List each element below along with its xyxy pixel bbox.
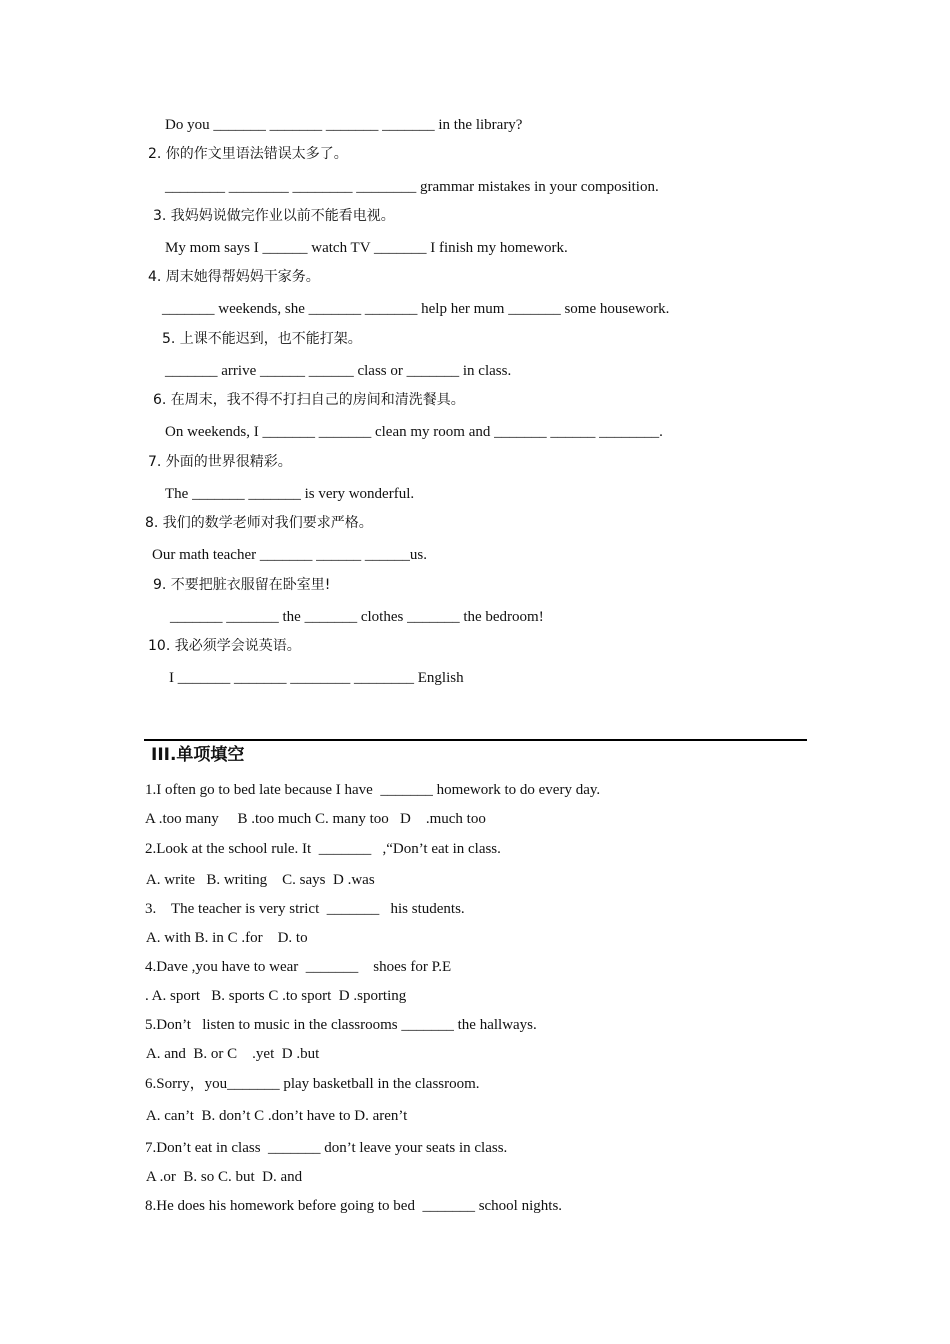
translation-line-2-prompt: 2. 你的作文里语法错误太多了。 xyxy=(148,146,348,162)
translation-line-9-answer: _______ _______ the _______ clothes _______ the bedroom! xyxy=(170,609,544,625)
translation-line-10-answer: I _______ _______ ________ ________ English xyxy=(169,670,464,686)
choice-question-4: 4.Dave ,you have to wear _______ shoes for P.E xyxy=(145,959,452,975)
translation-line-6-answer: On weekends, I _______ _______ clean my room and _______ ______ ________. xyxy=(165,424,663,440)
choice-question-6: 6.Sorry，you_______ play basketball in the classroom. xyxy=(145,1076,480,1092)
translation-line-9-prompt: 9. 不要把脏衣服留在卧室里! xyxy=(153,577,331,593)
translation-line-3-prompt: 3. 我妈妈说做完作业以前不能看电视。 xyxy=(153,208,395,224)
translation-line-4-answer: _______ weekends, she _______ _______ help her mum _______ some housework. xyxy=(162,301,670,317)
translation-line-5-prompt: 5. 上课不能迟到，也不能打架。 xyxy=(162,331,362,347)
translation-line-5-answer: _______ arrive ______ ______ class or _______ in class. xyxy=(165,363,512,379)
translation-line-7-prompt: 7. 外面的世界很精彩。 xyxy=(148,454,292,470)
section-heading-choice: III.单项填空 xyxy=(151,745,245,765)
section-divider xyxy=(144,739,807,741)
translation-line-3-answer: My mom says I ______ watch TV _______ I finish my homework. xyxy=(165,240,568,256)
translation-line-1-answer: Do you _______ _______ _______ _______ in the library? xyxy=(165,117,523,133)
choice-question-5: 5.Don’t listen to music in the classrooms _______ the hallways. xyxy=(145,1017,537,1033)
choice-options-2: A. write B. writing C. says D .was xyxy=(143,872,375,888)
translation-line-10-prompt: 10. 我必须学会说英语。 xyxy=(148,638,301,654)
choice-question-2: 2.Look at the school rule. It _______ ,“Don’t eat in class. xyxy=(145,841,501,857)
choice-options-4: . A. sport B. sports C .to sport D .sporting xyxy=(145,988,407,1004)
choice-question-8: 8.He does his homework before going to bed _______ school nights. xyxy=(145,1198,563,1214)
translation-line-2-answer: ________ ________ ________ ________ grammar mistakes in your composition. xyxy=(165,179,659,195)
choice-question-3: 3. The teacher is very strict _______ his students. xyxy=(145,901,465,917)
choice-options-3: A. with B. in C .for D. to xyxy=(143,930,308,946)
choice-question-7: 7.Don’t eat in class _______ don’t leave your seats in class. xyxy=(145,1140,508,1156)
translation-line-7-answer: The _______ _______ is very wonderful. xyxy=(165,486,415,502)
choice-options-6: A. can’t B. don’t C .don’t have to D. aren’t xyxy=(143,1108,408,1124)
choice-options-5: A. and B. or C .yet D .but xyxy=(143,1046,320,1062)
choice-options-7: A .or B. so C. but D. and xyxy=(143,1169,303,1185)
translation-line-8-prompt: 8. 我们的数学老师对我们要求严格。 xyxy=(145,515,373,531)
choice-options-1: A .too many B .too much C. many too D .much too xyxy=(145,811,486,827)
translation-line-4-prompt: 4. 周末她得帮妈妈干家务。 xyxy=(148,269,320,285)
translation-line-8-answer: Our math teacher _______ ______ ______us. xyxy=(152,547,427,563)
choice-question-1: 1.I often go to bed late because I have _______ homework to do every day. xyxy=(145,782,601,798)
translation-line-6-prompt: 6. 在周末，我不得不打扫自己的房间和清洗餐具。 xyxy=(153,392,465,408)
